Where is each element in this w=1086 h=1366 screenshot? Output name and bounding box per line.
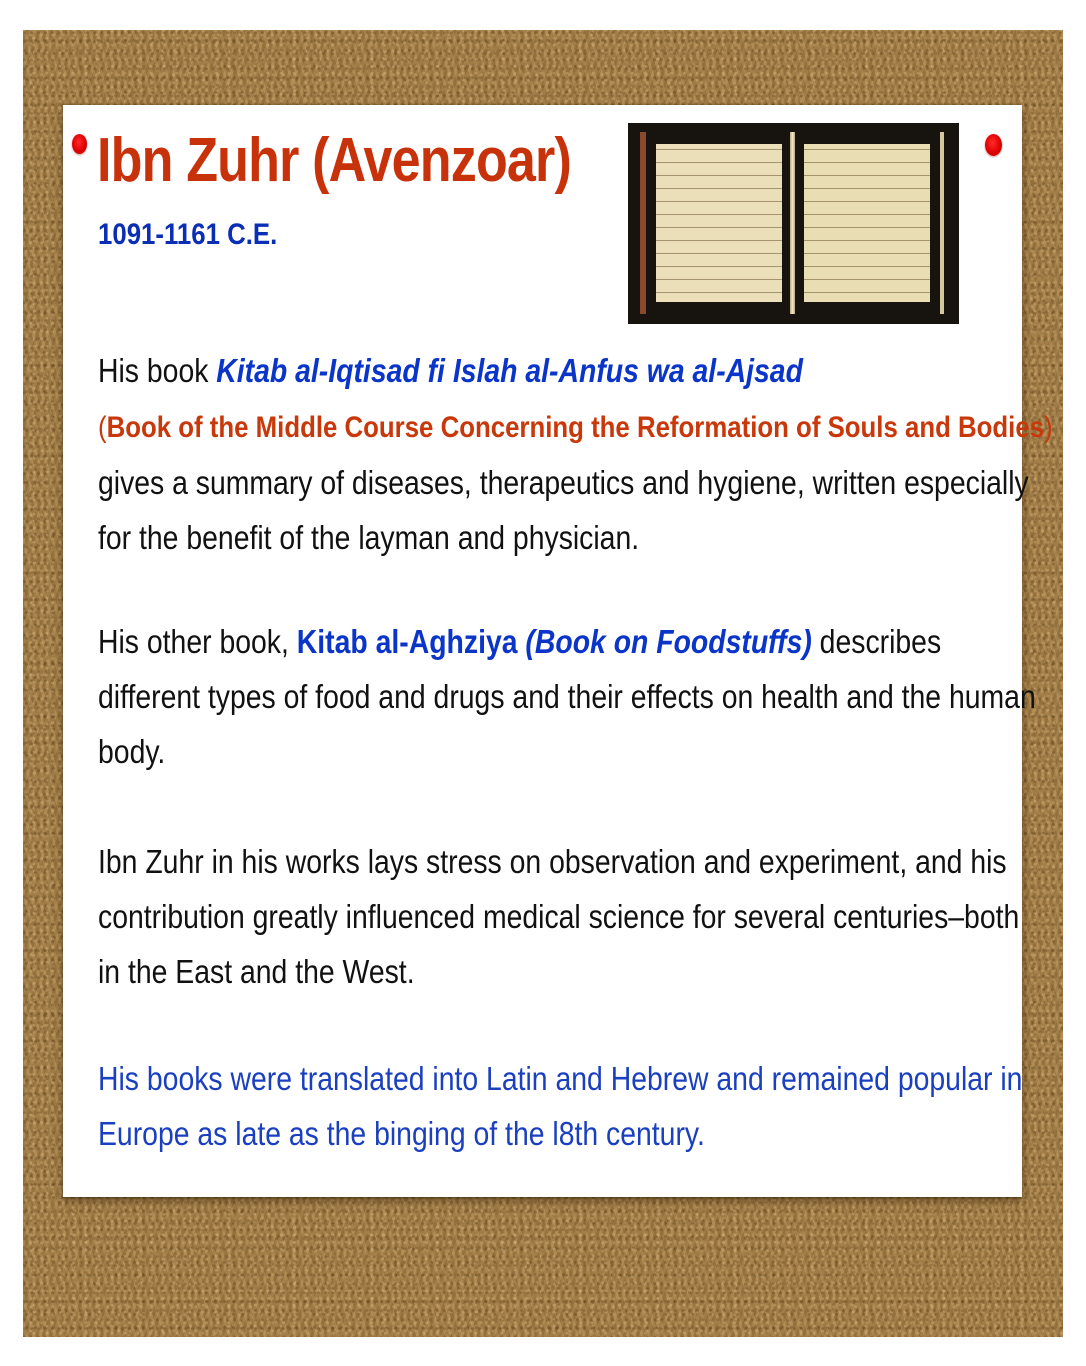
life-dates: 1091-1161 C.E. [98,218,278,251]
page-title: Ibn Zuhr (Avenzoar) [97,126,571,195]
manuscript-right-page [794,132,944,314]
paragraph-line: for the benefit of the layman and physician. [98,519,640,556]
paragraph-line [98,343,1010,398]
book-translation-aghziya: (Book on Foodstuffs) [525,623,812,660]
paragraph-iqtisad [98,343,1053,565]
paragraph-line: different types of food and drugs and their effects on health and the human [98,678,1036,715]
red-pushpin-icon [985,134,1002,156]
paragraph-line: Europe as late as the binging of the l8th century. [98,1115,705,1152]
paragraph-line: contribution greatly influenced medical science for several centuries–both [98,898,1020,935]
manuscript-left-page [640,132,792,314]
paragraph-line: in the East and the West. [98,953,415,990]
manuscript-image [628,123,959,324]
paragraph-line: body. [98,733,166,770]
paragraph-line [98,398,1053,455]
red-pushpin-icon [72,134,87,154]
paragraph-line: His books were translated into Latin and Hebrew and remained popular in [98,1060,1023,1097]
text: describes [811,623,942,660]
paren-open: ( [98,411,107,444]
paragraph-line [98,614,1010,669]
paragraph-line: gives a summary of diseases, therapeutics and hygiene, written especially [98,464,1029,501]
text: His book [98,352,217,389]
paragraph-line: Ibn Zuhr in his works lays stress on observation and experiment, and his [98,843,1007,880]
book-title-iqtisad: Kitab al-Iqtisad fi Islah al-Anfus wa al-Ajsad [216,352,803,389]
paragraph-aghziya [98,614,1036,779]
book-translation-iqtisad: Book of the Middle Course Concerning the Reformation of Souls and Bodies [106,411,1045,444]
paragraph-contribution [98,834,1020,999]
paragraph-translations [98,1051,1023,1161]
text: His other book, [98,623,297,660]
book-title-aghziya: Kitab al-Aghziya [296,623,526,660]
paren-close: ) [1044,411,1053,444]
